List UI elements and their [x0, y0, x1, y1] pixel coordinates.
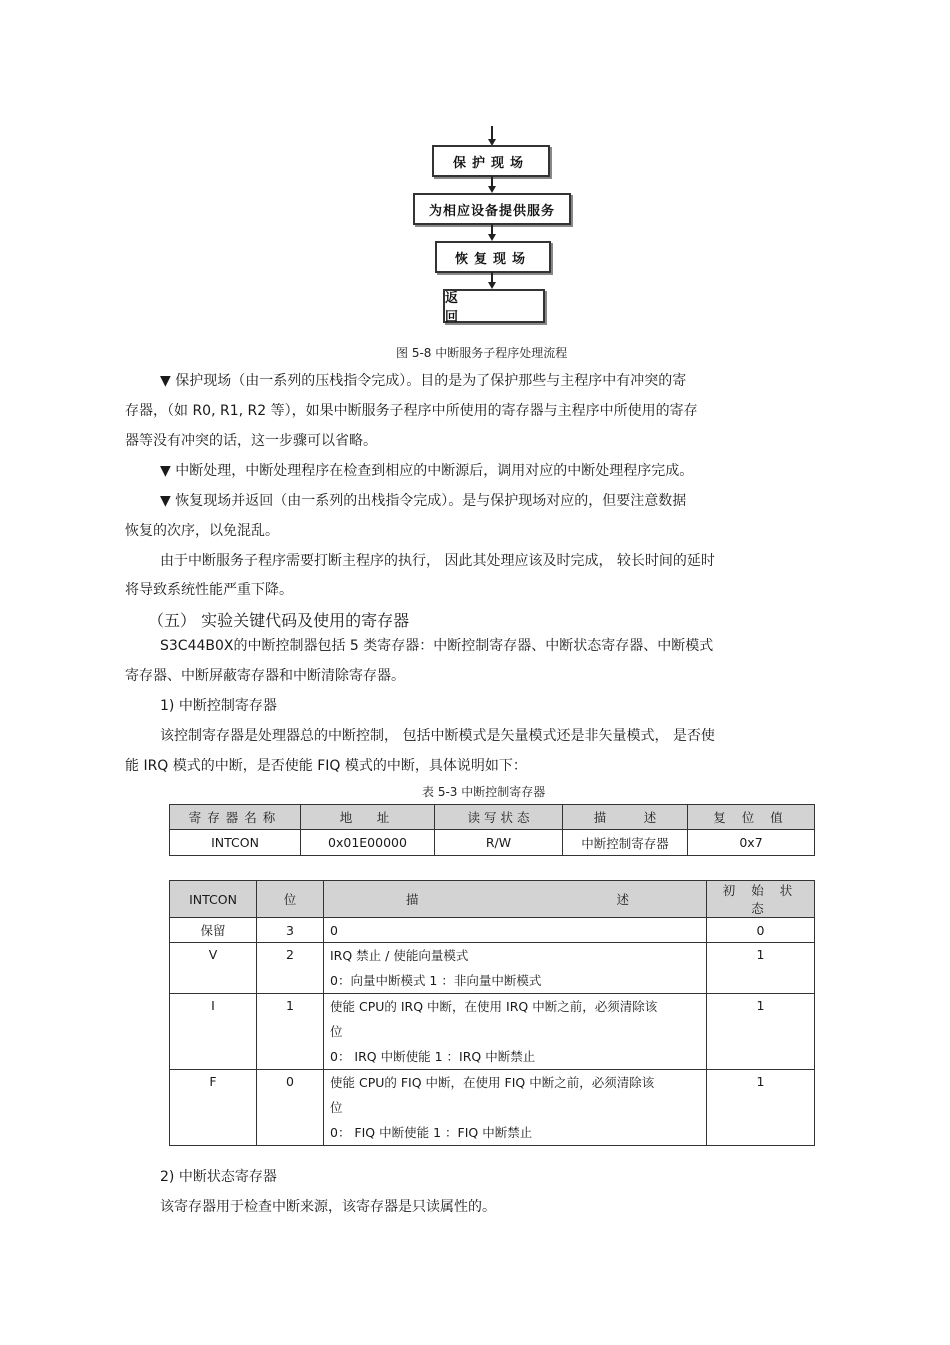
- paragraph-line: ▼ 中断处理，中断处理程序在检查到相应的中断源后，调用对应的中断处理程序完成。: [160, 463, 694, 479]
- desc-line: 使能 CPU的 IRQ 中断，在使用 IRQ 中断之前，必须清除该: [330, 999, 658, 1014]
- paragraph-line: 器等没有冲突的话，这一步骤可以省略。: [125, 433, 377, 449]
- list-item-heading: 2) 中断状态寄存器: [160, 1169, 277, 1185]
- table-row: [170, 994, 815, 1070]
- table-cell: 1: [707, 994, 815, 1070]
- table-cell: F: [170, 1070, 257, 1146]
- register-table: [169, 804, 815, 856]
- paragraph-line: 该控制寄存器是处理器总的中断控制， 包括中断模式是矢量模式还是非矢量模式， 是否使: [160, 728, 715, 744]
- table-cell: I: [170, 994, 257, 1070]
- paragraph-line: ▼ 保护现场（由一系列的压栈指令完成）。目的是为了保护那些与主程序中有冲突的寄: [160, 373, 687, 389]
- table-cell: INTCON: [170, 830, 301, 856]
- table-caption: 表 5-3 中断控制寄存器: [422, 785, 546, 799]
- table-cell: [324, 943, 707, 994]
- header-cell: 位: [257, 881, 324, 918]
- table-cell: [324, 994, 707, 1070]
- table-cell: 3: [257, 918, 324, 943]
- desc-line: 0：向量中断模式 1 ：非向量中断模式: [330, 973, 542, 988]
- table-cell: 0x01E00000: [301, 830, 435, 856]
- table-cell: V: [170, 943, 257, 994]
- table-cell: 0: [324, 918, 707, 943]
- header-cell: 地 址: [301, 805, 435, 830]
- table-row: [170, 830, 815, 856]
- flow-box-restore-context: 恢复现场: [435, 241, 551, 273]
- desc-line: 0： FIQ 中断使能 1 ：FIQ 中断禁止: [330, 1125, 533, 1140]
- paragraph-line: S3C44B0X的中断控制器包括 5 类寄存器：中断控制寄存器、中断状态寄存器、中断模式: [160, 638, 714, 654]
- table-row: [170, 918, 815, 943]
- flow-box-save-context: 保护现场: [432, 145, 550, 177]
- table-cell: 0: [707, 918, 815, 943]
- header-cell: [324, 881, 707, 918]
- header-cell: 读 写 状 态: [435, 805, 563, 830]
- paragraph-line: 能 IRQ 模式的中断，是否使能 FIQ 模式的中断，具体说明如下：: [125, 758, 527, 774]
- header-cell: 寄存器名称: [170, 805, 301, 830]
- section-heading: （五） 实验关键代码及使用的寄存器: [148, 611, 410, 630]
- table-cell: 保留: [170, 918, 257, 943]
- intcon-bits-table: [169, 880, 815, 1146]
- desc-line: IRQ 禁止 / 使能向量模式: [330, 948, 469, 963]
- table-cell: 0x7: [688, 830, 815, 856]
- table-cell: 中断控制寄存器: [563, 830, 688, 856]
- table-cell: 2: [257, 943, 324, 994]
- figure-caption: 图 5-8 中断服务子程序处理流程: [396, 346, 568, 360]
- list-item-heading: 1) 中断控制寄存器: [160, 698, 277, 714]
- header-cell: INTCON: [170, 881, 257, 918]
- paragraph-line: 恢复的次序，以免混乱。: [125, 523, 279, 539]
- header-cell: 复 位 值: [688, 805, 815, 830]
- paragraph-line: 将导致系统性能严重下降。: [125, 582, 293, 598]
- flow-box-service: 为相应设备提供服务: [413, 193, 571, 225]
- paragraph-line: 存器，（如 R0, R1, R2 等），如果中断服务子程序中所使用的寄存器与主程序中所使用的寄存: [125, 403, 698, 419]
- paragraph-line: 该寄存器用于检查中断来源，该寄存器是只读属性的。: [160, 1199, 496, 1215]
- paragraph-line: ▼ 恢复现场并返回（由一系列的出栈指令完成）。是与保护现场对应的，但要注意数据: [160, 493, 687, 509]
- table-cell: R/W: [435, 830, 563, 856]
- table-cell: 1: [707, 1070, 815, 1146]
- paragraph-line: 寄存器、中断屏蔽寄存器和中断清除寄存器。: [125, 668, 405, 684]
- header-cell: 初 始 状 态: [707, 881, 815, 918]
- table-cell: 0: [257, 1070, 324, 1146]
- desc-line: 0： IRQ 中断使能 1 ：IRQ 中断禁止: [330, 1049, 536, 1064]
- arrow-down-icon: [488, 234, 496, 241]
- header-desc-part: 描: [406, 892, 419, 907]
- table-cell: 1: [707, 943, 815, 994]
- arrow-down-icon: [488, 186, 496, 193]
- paragraph-line: 由于中断服务子程序需要打断主程序的执行， 因此其处理应该及时完成， 较长时间的延时: [160, 553, 715, 569]
- table-cell: [324, 1070, 707, 1146]
- header-desc-part: 述: [616, 892, 630, 907]
- flow-box-return: 返 回: [443, 289, 545, 323]
- header-cell: 描 述: [563, 805, 688, 830]
- flow-line: [491, 126, 493, 140]
- table-cell: 1: [257, 994, 324, 1070]
- table-row: [170, 943, 815, 994]
- table-row: [170, 1070, 815, 1146]
- desc-line: 位: [330, 1024, 343, 1039]
- desc-line: 位: [330, 1100, 343, 1115]
- desc-line: 使能 CPU的 FIQ 中断，在使用 FIQ 中断之前，必须清除该: [330, 1075, 655, 1090]
